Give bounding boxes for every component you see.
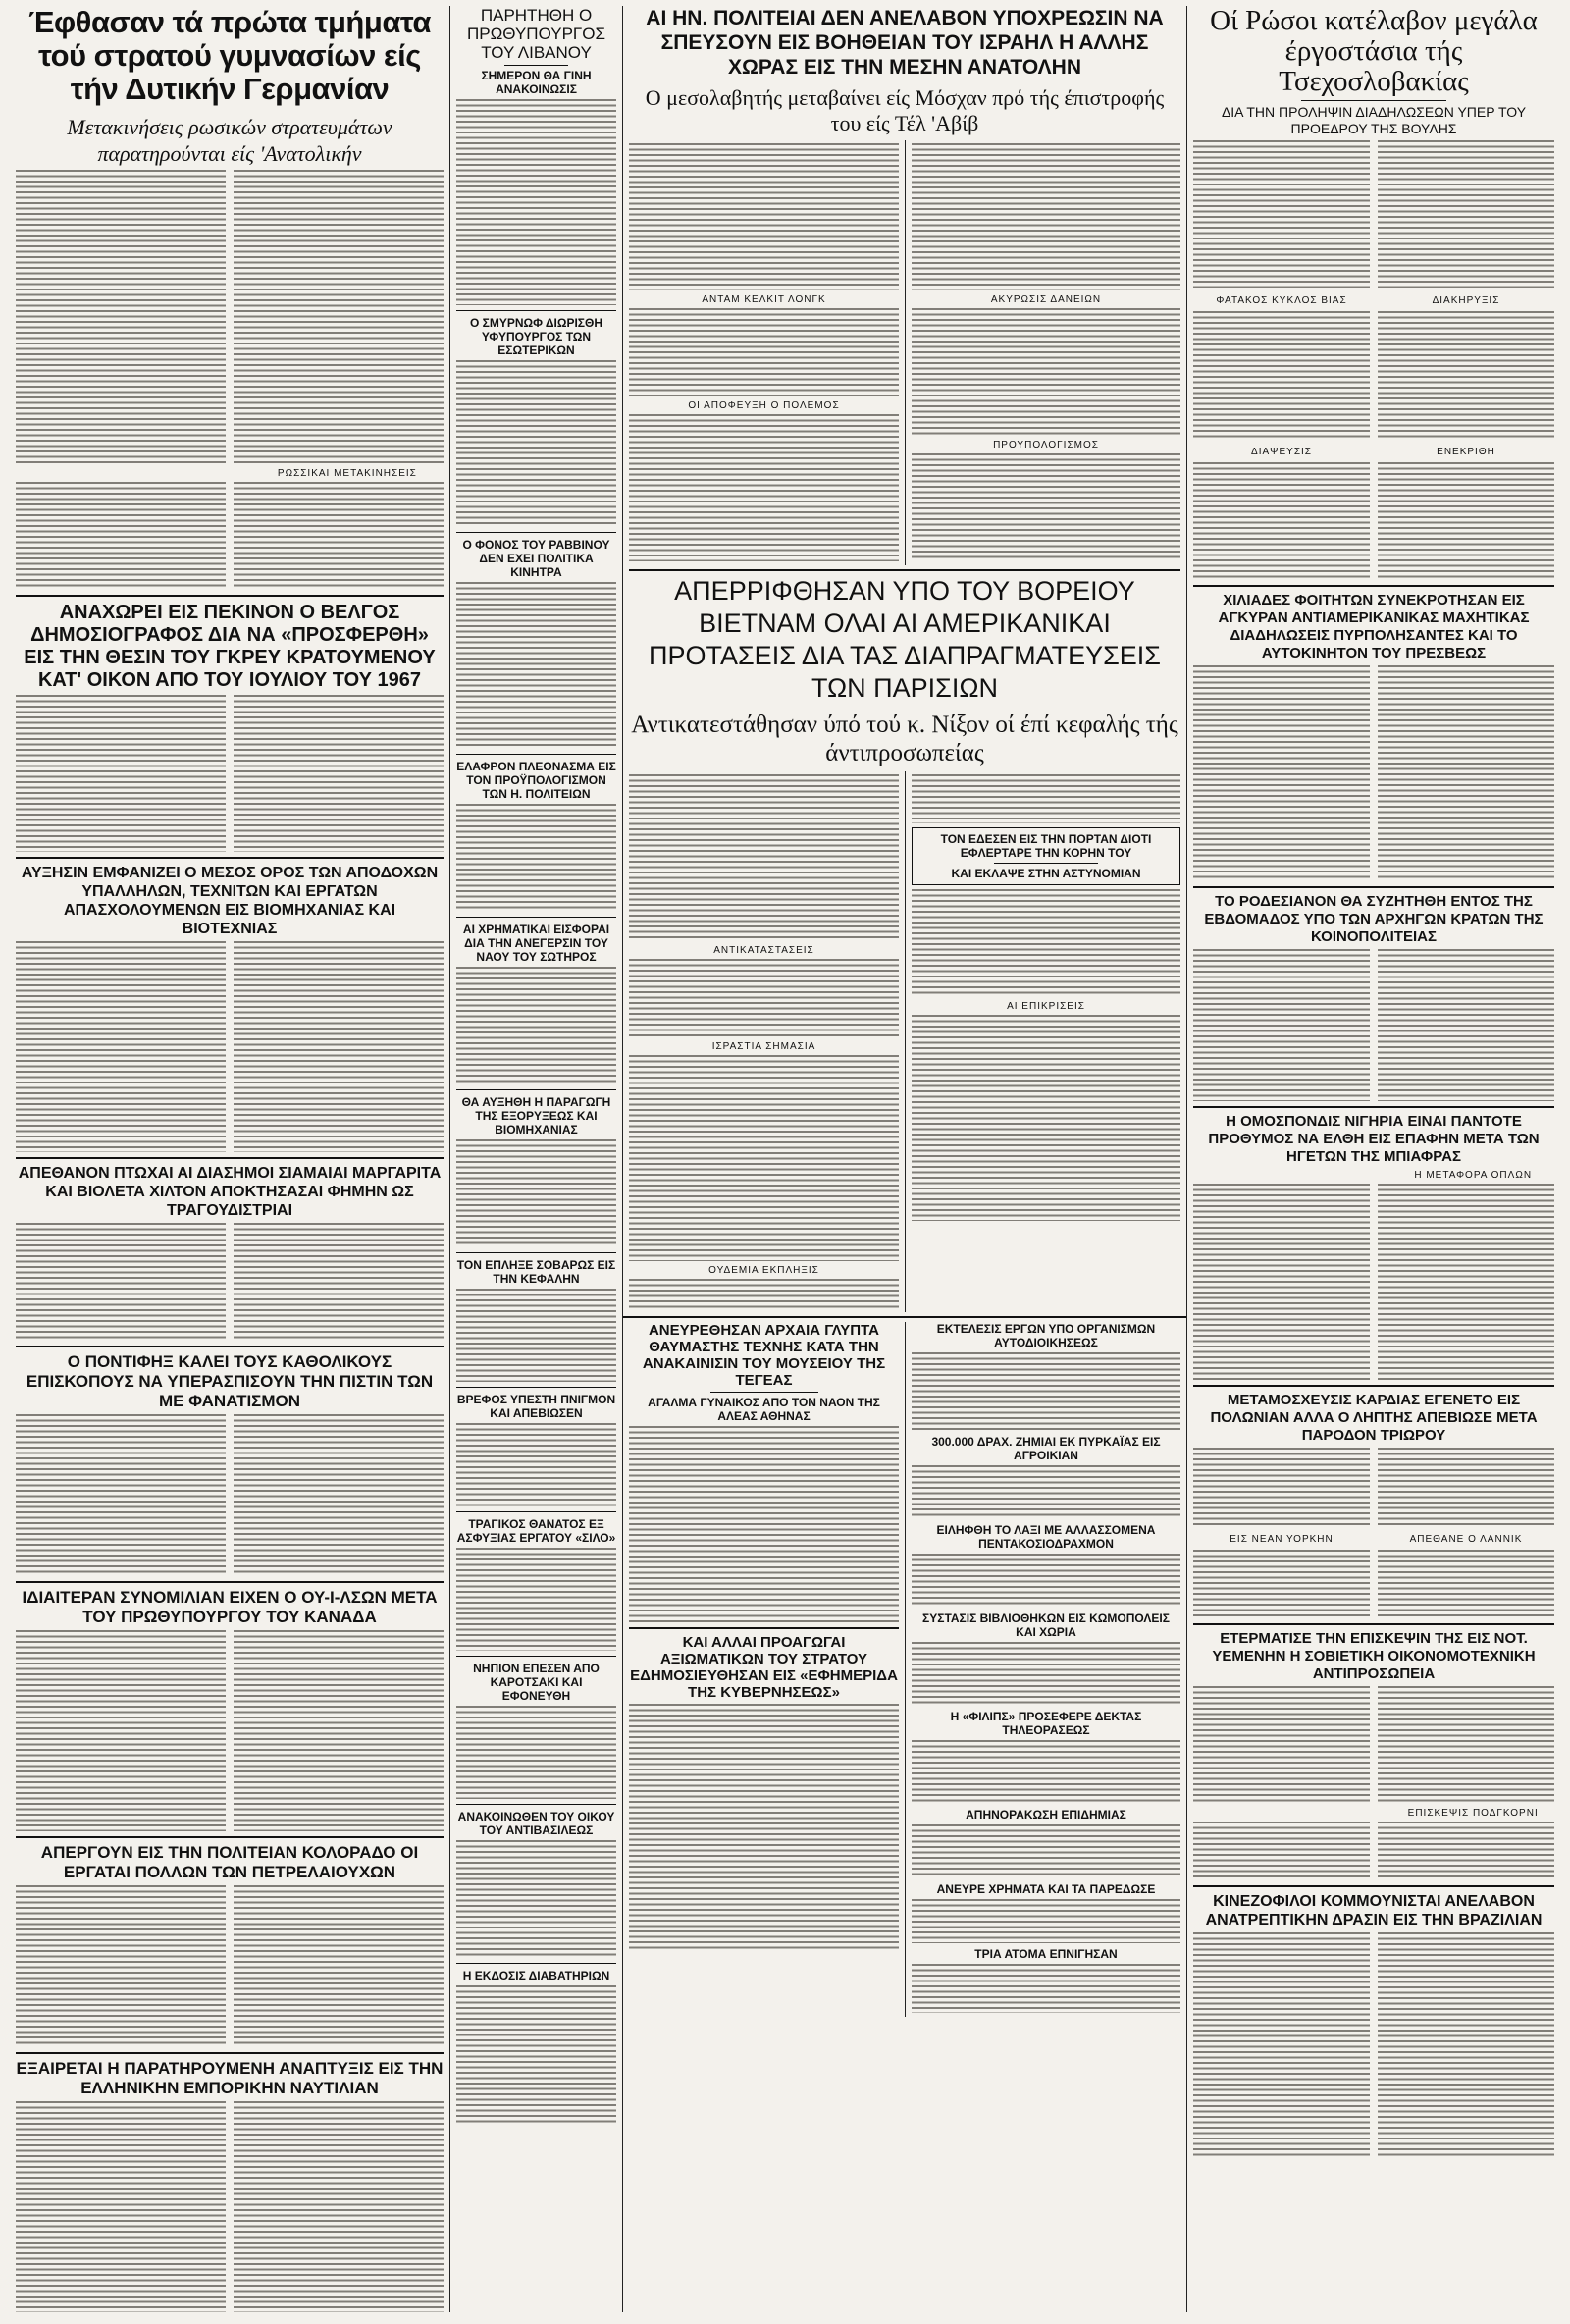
subheadline-mediator: Ο μεσολαβητής μεταβαίνει είς Μόσχαν πρό τής έπιστροφής του είς Τέλ 'Αβίβ <box>645 85 1165 135</box>
headline-pontiff: Ο ΠΟΝΤΙΦΗΞ ΚΑΛΕΙ ΤΟΥΣ ΚΑΘΟΛΙΚΟΥΣ ΕΠΙΣΚΟΠΟΥΣ ΝΑ ΥΠΕΡΑΣΠΙΣΟΥΝ ΤΗΝ ΠΙΣΤΙΝ ΤΩΝ ΜΕ ΦΑΝΑΤΙΣΜΟΝ <box>26 1352 434 1410</box>
headline-mining: ΘΑ ΑΥΞΗΘΗ Η ΠΑΡΑΓΩΓΗ ΤΗΣ ΕΞΟΡΥΞΕΩΣ ΚΑΙ ΒΙΟΜΗΧΑΝΙΑΣ <box>461 1095 611 1136</box>
article-body <box>16 1630 444 1831</box>
article-body <box>1193 1932 1554 2158</box>
headline-silo: ΤΡΑΓΙΚΟΣ ΘΑΝΑΤΟΣ ΕΞ ΑΣΦΥΞΙΑΣ ΕΡΓΑΤΟΥ «ΣΙΛΟ» <box>456 1517 616 1545</box>
headline-ankara: ΧΙΛΙΑΔΕΣ ΦΟΙΤΗΤΩΝ ΣΥΝΕΚΡΟΤΗΣΑΝ ΕΙΣ ΑΓΚΥΡΑΝ ΑΝΤΙΑΜΕΡΙΚΑΝΙΚΑΣ ΜΑΧΗΤΙΚΑΣ ΔΙΑΔΗΛΩΣΕΙΣ ΠΥΡΠΟΛΗΣΑΝΤΕΣ ΚΑΙ ΤΟ ΑΥΤΟΚΙΝΗΤΟΝ ΤΟΥ ΠΡΕΣΒΕΩΣ <box>1218 592 1530 661</box>
article-body <box>629 1055 899 1261</box>
headline-fire: 300.000 ΔΡΑΧ. ΖΗΜΙΑΙ ΕΚ ΠΥΡΚΑΪΑΣ ΕΙΣ ΑΓΡΟΙΚΙΑΝ <box>931 1435 1161 1462</box>
column-2 <box>449 6 622 2312</box>
article-body <box>1193 462 1554 580</box>
article-body <box>456 1840 616 1958</box>
article-body <box>456 99 616 305</box>
section-label: ΑΙ ΕΠΙΚΡΙΣΕΙΣ <box>1007 1001 1085 1012</box>
section-label: ΕΝΕΚΡΙΘΗ <box>1437 447 1495 457</box>
article-body <box>629 414 899 561</box>
article-body <box>456 1985 616 2123</box>
section-label: ΔΙΑΚΗΡΥΞΙΣ <box>1432 295 1500 306</box>
subheadline-boxed: ΚΑΙ ΕΚΛΑΨΕ ΣΤΗΝ ΑΣΤΥΝΟΜΙΑΝ <box>951 867 1141 880</box>
headline-us-budget: ΕΛΑΦΡΟΝ ΠΛΕΟΝΑΣΜΑ ΕΙΣ ΤΟΝ ΠΡΟΫΠΟΛΟΓΙΣΜΟΝ ΤΩΝ Η. ΠΟΛΙΤΕΙΩΝ <box>456 760 616 801</box>
headline-church-funds: ΑΙ ΧΡΗΜΑΤΙΚΑΙ ΕΙΣΦΟΡΑΙ ΔΙΑ ΤΗΝ ΑΝΕΓΕΡΣΙΝ ΤΟΥ ΝΑΟΥ ΤΟΥ ΣΩΤΗΡΟΣ <box>462 923 610 964</box>
headline-russians-factories: Οί Ρώσοι κατέλαβον μεγάλα έργοστάσια τής Τσεχοσλοβακίας <box>1210 6 1538 97</box>
article-body <box>16 2101 444 2312</box>
article-body <box>629 308 899 396</box>
article-body <box>912 1740 1180 1804</box>
headline-colorado-strike: ΑΠΕΡΓΟΥΝ ΕΙΣ ΤΗΝ ΠΟΛΙΤΕΙΑΝ ΚΟΛΟΡΑΔΟ ΟΙ ΕΡΓΑΤΑΙ ΠΟΛΛΩΝ ΤΩΝ ΠΕΤΡΕΛΑΙΟΥΧΩΝ <box>40 1843 419 1881</box>
headline-libraries: ΣΥΣΤΑΣΙΣ ΒΙΒΛΙΟΘΗΚΩΝ ΕΙΣ ΚΩΜΟΠΟΛΕΙΣ ΚΑΙ ΧΩΡΙΑ <box>922 1611 1170 1639</box>
article-body <box>456 1289 616 1382</box>
headline-lottery: ΕΙΛΗΦΘΗ ΤΟ ΛΑΞΙ ΜΕ ΑΛΛΑΣΣΟΜΕΝΑ ΠΕΝΤΑΚΟΣΙΟΔΡΑΧΜΟΝ <box>936 1523 1156 1551</box>
headline-boxed: ΤΟΝ ΕΔΕΣΕΝ ΕΙΣ ΤΗΝ ΠΟΡΤΑΝ ΔΙΟΤΙ ΕΦΛΕΡΤΑΡΕ ΤΗΝ ΚΟΡΗΝ ΤΟΥ <box>940 832 1152 860</box>
article-body <box>456 804 616 912</box>
headline-regent: ΑΝΑΚΟΙΝΩΘΕΝ ΤΟΥ ΟΙΚΟΥ ΤΟΥ ΑΝΤΙΒΑΣΙΛΕΩΣ <box>457 1810 615 1837</box>
subheadline-nixon: Αντικατεστάθησαν ύπό τού κ. Νίξον οί έπί κεφαλής τής άντιπροσωπείας <box>631 712 1178 766</box>
article-body <box>912 453 1180 561</box>
headline-drowned: ΤΡΙΑ ΑΤΟΜΑ ΕΠΝΙΓΗΣΑΝ <box>974 1947 1118 1961</box>
section-label: ΑΝΤΑΜ ΚΕΛΚΙΤ ΛΟΝΓΚ <box>702 294 826 305</box>
headline-sculptures: ΑΝΕΥΡΕΘΗΣΑΝ ΑΡΧΑΙΑ ΓΛΥΠΤΑ ΘΑΥΜΑΣΤΗΣ ΤΕΧΝΗΣ ΚΑΤΑ ΤΗΝ ΑΝΑΚΑΙΝΙΣΙΝ ΤΟΥ ΜΟΥΣΕΙΟΥ ΤΗΣ ΤΕΓΕΑΣ <box>642 1322 886 1389</box>
article-body <box>629 1426 899 1622</box>
article-body <box>629 1279 899 1308</box>
headline-smirnov: Ο ΣΜΥΡΝΩΦ ΔΙΩΡΙΣΘΗ ΥΦΥΠΟΥΡΓΟΣ ΤΩΝ ΕΣΩΤΕΡΙΚΩΝ <box>469 316 603 357</box>
article-body <box>1193 311 1554 439</box>
headline-yemen: ΕΤΕΡΜΑΤΙΣΕ ΤΗΝ ΕΠΙΣΚΕΨΙΝ ΤΗΣ ΕΙΣ ΝΟΤ. ΥΕΜΕΝΗΝ Η ΣΟΒΙΕΤΙΚΗ ΟΙΚΟΝΟΜΟΤΕΧΝΙΚΗ ΑΝΤΙΠΡΟΣΩΠΕΙΑ <box>1212 1630 1536 1682</box>
headline-philips: Η «ΦΙΛΙΠΣ» ΠΡΟΣΕΦΕΡΕ ΔΕΚΤΑΣ ΤΗΛΕΟΡΑΣΕΩΣ <box>950 1710 1142 1737</box>
headline-infant: ΒΡΕΦΟΣ ΥΠΕΣΤΗ ΠΝΙΓΜΟΝ ΚΑΙ ΑΠΕΒΙΩΣΕΝ <box>456 1393 616 1420</box>
headline-lead-left: Έφθασαν τά πρώτα τμήματα τού στρατού γυμνασίων είς τήν Δυτικήν Γερμανίαν <box>28 6 431 106</box>
article-body <box>456 1548 616 1651</box>
headline-lebanon: ΠΑΡΗΤΗΘΗ Ο ΠΡΩΘΥΠΟΥΡΓΟΣ ΤΟΥ ΛΙΒΑΝΟΥ <box>466 6 606 62</box>
article-body <box>456 1423 616 1506</box>
section-label: ΟΙ ΑΠΟΦΕΥΞΗ Ο ΠΟΛΕΜΟΣ <box>688 400 840 411</box>
article-body <box>1193 1448 1554 1526</box>
headline-works: ΕΚΤΕΛΕΣΙΣ ΕΡΓΩΝ ΥΠΟ ΟΡΓΑΝΙΣΜΩΝ ΑΥΤΟΔΙΟΙΚΗΣΕΩΣ <box>936 1322 1156 1349</box>
headline-head-injury: ΤΟΝ ΕΠΛΗΞΕ ΣΟΒΑΡΩΣ ΕΙΣ ΤΗΝ ΚΕΦΑΛΗΝ <box>456 1258 616 1286</box>
article-body <box>912 1964 1180 2013</box>
section-label: ΦΑΤΑΚΟΣ ΚΥΚΛΟΣ ΒΙΑΣ <box>1216 295 1347 306</box>
article-body <box>912 1465 1180 1519</box>
boxed-story <box>912 827 1180 885</box>
headline-passports: Η ΕΚΔΟΣΙΣ ΔΙΑΒΑΤΗΡΙΩΝ <box>462 1969 610 1982</box>
headline-wilson-canada: ΙΔΙΑΙΤΕΡΑΝ ΣΥΝΟΜΙΛΙΑΝ ΕΙΧΕΝ Ο ΟΥ-Ι-ΛΣΩΝ ΜΕΤΑ ΤΟΥ ΠΡΩΘΥΠΟΥΡΓΟΥ ΤΟΥ ΚΑΝΑΔΑ <box>22 1588 438 1626</box>
article-body <box>912 1015 1180 1221</box>
article-body <box>456 1139 616 1247</box>
article-body <box>16 1223 444 1341</box>
headline-shipping: ΕΞΑΙΡΕΤΑΙ Η ΠΑΡΑΤΗΡΟΥΜΕΝΗ ΑΝΑΠΤΥΞΙΣ ΕΙΣ ΤΗΝ ΕΛΛΗΝΙΚΗΝ ΕΜΠΟΡΙΚΗΝ ΝΑΥΤΙΛΙΑΝ <box>16 2059 444 2097</box>
article-body <box>456 582 616 749</box>
article-body <box>912 889 1180 997</box>
article-body <box>1193 665 1554 881</box>
article-body <box>1193 1550 1554 1618</box>
section-label: ΔΙΑΨΕΥΣΙΣ <box>1251 447 1312 457</box>
article-body <box>912 308 1180 436</box>
subheadline-lebanon: ΣΗΜΕΡΟΝ ΘΑ ΓΙΝΗ ΑΝΑΚΟΙΝΩΣΙΣ <box>481 69 592 96</box>
section-label: ΠΡΟΥΠΟΛΟΓΙΣΜΟΣ <box>993 440 1099 450</box>
article-body <box>1193 1184 1554 1380</box>
article-body <box>456 360 616 527</box>
headline-beijing: ΑΝΑΧΩΡΕΙ ΕΙΣ ΠΕΚΙΝΟΝ Ο ΒΕΛΓΟΣ ΔΗΜΟΣΙΟΓΡΑΦΟΣ ΔΙΑ ΝΑ «ΠΡΟΣΦΕΡΘΗ» ΕΙΣ ΤΗΝ ΘΕΣΙΝ ΤΟΥ ΓΚΡΕΥ ΚΡΑΤΟΥΜΕΝΟΥ ΚΑΤ' ΟΙΚΟΝ ΑΠΟ ΤΟΥ ΙΟΥΛΙΟΥ ΤΟΥ 1967 <box>24 602 436 691</box>
article-body <box>629 143 899 290</box>
subheadline-russians: ΔΙΑ ΤΗΝ ΠΡΟΛΗΨΙΝ ΔΙΑΔΗΛΩΣΕΩΝ ΥΠΕΡ ΤΟΥ ΠΡΟΕΔΡΟΥ ΤΗΣ ΒΟΥΛΗΣ <box>1221 104 1527 136</box>
article-body <box>629 959 899 1037</box>
article-body <box>912 143 1180 290</box>
article-body <box>16 1414 444 1576</box>
headline-rhodesia: ΤΟ ΡΟΔΕΣΙΑΝΟΝ ΘΑ ΣΥΖΗΤΗΘΗ ΕΝΤΟΣ ΤΗΣ ΕΒΔΟΜΑΔΟΣ ΥΠΟ ΤΩΝ ΑΡΧΗΓΩΝ ΚΡΑΤΩΝ ΤΗΣ ΚΟΙΝΟΠΟΛΙΤΕΙΑΣ <box>1204 893 1544 945</box>
section-label: ΕΙΣ ΝΕΑΝ ΥΟΡΚΗΝ <box>1230 1534 1334 1545</box>
headline-vietnam: ΑΠΕΡΡΙΦΘΗΣΑΝ ΥΠΟ ΤΟΥ ΒΟΡΕΙΟΥ ΒΙΕΤΝΑΜ ΟΛΑΙ ΑΙ ΑΜΕΡΙΚΑΝΙΚΑΙ ΠΡΟΤΑΣΕΙΣ ΔΙΑ ΤΑΣ ΔΙΑΠΡΑΓΜΑΤΕΥΣΕΙΣ ΤΩΝ ΠΑΡΙΣΙΩΝ <box>648 576 1161 703</box>
headline-money-found: ΑΝΕΥΡΕ ΧΡΗΜΑΤΑ ΚΑΙ ΤΑ ΠΑΡΕΔΩΣΕ <box>936 1882 1156 1896</box>
article-body <box>629 774 899 941</box>
section-label: ΑΠΕΘΑΝΕ Ο ΛΑΝΝΙΚ <box>1409 1534 1523 1545</box>
headline-wages: ΑΥΞΗΣΙΝ ΕΜΦΑΝΙΖΕΙ Ο ΜΕΣΟΣ ΟΡΟΣ ΤΩΝ ΑΠΟΔΟΧΩΝ ΥΠΑΛΛΗΛΩΝ, ΤΕΧΝΙΤΩΝ ΚΑΙ ΕΡΓΑΤΩΝ ΑΠΑΣΧΟΛΟΥΜΕΝΩΝ ΕΙΣ ΒΙΟΜΗΧΑΝΙΑΣ ΚΑΙ ΒΙΟΤΕΧΝΙΑΣ <box>21 865 439 937</box>
column-4 <box>1186 6 1560 2312</box>
article-body <box>456 967 616 1084</box>
headline-stroller: ΝΗΠΙΟΝ ΕΠΕΣΕΝ ΑΠΟ ΚΑΡΟΤΣΑΚΙ ΚΑΙ ΕΦΟΝΕΥΘΗ <box>473 1662 600 1703</box>
article-body <box>16 482 444 590</box>
article-body <box>912 1824 1180 1878</box>
subheadline-lead-left: Μετακινήσεις ρωσικών στρατευμάτων παρατηρούνται είς 'Ανατολικήν <box>67 115 392 166</box>
article-body <box>16 170 444 464</box>
article-body <box>456 1706 616 1799</box>
headline-heart-transplant: ΜΕΤΑΜΟΣΧΕΥΣΙΣ ΚΑΡΔΙΑΣ ΕΓΕΝΕΤΟ ΕΙΣ ΠΟΛΩΝΙΑΝ ΑΛΛΑ Ο ΛΗΠΤΗΣ ΑΠΕΒΙΩΣΕ ΜΕΤΑ ΠΑΡΟΔΟΝ ΤΡΙΩΡΟΥ <box>1210 1392 1538 1444</box>
article-body <box>912 1899 1180 1943</box>
headline-rabbi: Ο ΦΟΝΟΣ ΤΟΥ ΡΑΒΒΙΝΟΥ ΔΕΝ ΕΧΕΙ ΠΟΛΙΤΙΚΑ ΚΙΝΗΤΡΑ <box>462 538 610 579</box>
headline-brazil: ΚΙΝΕΖΟΦΙΛΟΙ ΚΟΜΜΟΥΝΙΣΤΑΙ ΑΝΕΛΑΒΟΝ ΑΝΑΤΡΕΠΤΙΚΗΝ ΔΡΑΣΙΝ ΕΙΣ ΤΗΝ ΒΡΑΖΙΛΙΑΝ <box>1205 1893 1543 1928</box>
article-body <box>912 1554 1180 1608</box>
article-body <box>1193 140 1554 288</box>
section-label: ΟΥΔΕΜΙΑ ΕΚΠΛΗΞΙΣ <box>708 1265 819 1276</box>
article-body <box>16 1885 444 2047</box>
article-body <box>16 695 444 852</box>
article-body <box>1193 1686 1554 1804</box>
article-body <box>912 774 1180 823</box>
section-label: Η ΜΕΤΑΦΟΡΑ ΟΠΛΩΝ <box>1414 1170 1533 1181</box>
section-label: ΙΣΡΑΣΤΙΑ ΣΗΜΑΣΙΑ <box>711 1041 816 1052</box>
column-1 <box>10 6 449 2312</box>
section-label: ΡΩΣΣΙΚΑΙ ΜΕΤΑΚΙΝΗΣΕΙΣ <box>277 468 417 479</box>
article-body <box>912 1642 1180 1706</box>
section-label: ΑΝΤΙΚΑΤΑΣΤΑΣΕΙΣ <box>713 945 814 956</box>
headline-nigeria: Η ΟΜΟΣΠΟΝΔΙΣ ΝΙΓΗΡΙΑ ΕΙΝΑΙ ΠΑΝΤΟΤΕ ΠΡΟΘΥΜΟΣ ΝΑ ΕΛΘΗ ΕΙΣ ΕΠΑΦΗΝ ΜΕΤΑ ΤΩΝ ΗΓΕΤΩΝ ΤΗΣ ΜΠΙΑΦΡΑΣ <box>1208 1113 1540 1165</box>
article-body <box>912 1352 1180 1431</box>
headline-usa-middle-east: ΑΙ ΗΝ. ΠΟΛΙΤΕΙΑΙ ΔΕΝ ΑΝΕΛΑΒΟΝ ΥΠΟΧΡΕΩΣΙΝ ΝΑ ΣΠΕΥΣΟΥΝ ΕΙΣ ΒΟΗΘΕΙΑΝ ΤΟΥ ΙΣΡΑΗΛ Η ΑΛΛΗΣ ΧΩΡΑΣ ΕΙΣ ΤΗΝ ΜΕΣΗΝ ΑΝΑΤΟΛΗΝ <box>646 7 1164 79</box>
subheadline-sculptures: ΑΓΑΛΜΑ ΓΥΝΑΙΚΟΣ ΑΠΟ ΤΟΝ ΝΑΟΝ ΤΗΣ ΑΛΕΑΣ ΑΘΗΝΑΣ <box>648 1396 880 1423</box>
article-body <box>16 941 444 1152</box>
article-body <box>1193 949 1554 1101</box>
section-label: ΑΚΥΡΩΣΙΣ ΔΑΝΕΙΩΝ <box>990 294 1102 305</box>
headline-epidemic: ΑΠΗΝΟΡΑΚΩΣΗ ΕΠΙΔΗΜΙΑΣ <box>966 1808 1126 1822</box>
column-3 <box>622 6 1186 2312</box>
article-body <box>629 1704 899 1949</box>
article-body <box>1193 1822 1554 1880</box>
headline-hilton-twins: ΑΠΕΘΑΝΟΝ ΠΤΩΧΑΙ ΑΙ ΔΙΑΣΗΜΟΙ ΣΙΑΜΑΙΑΙ ΜΑΡΓΑΡΙΤΑ ΚΑΙ ΒΙΟΛΕΤΑ ΧΙΛΤΟΝ ΑΠΟΚΤΗΣΑΣΑΙ ΦΗΜΗΝ ΩΣ ΤΡΑΓΟΥΔΙΣΤΡΙΑΙ <box>18 1165 442 1219</box>
headline-promotions: ΚΑΙ ΑΛΛΑΙ ΠΡΟΑΓΩΓΑΙ ΑΞΙΩΜΑΤΙΚΩΝ ΤΟΥ ΣΤΡΑΤΟΥ ΕΔΗΜΟΣΙΕΥΘΗΣΑΝ ΕΙΣ «ΕΦΗΜΕΡΙΔΑ ΤΗΣ ΚΥΒΕΡΝΗΣΕΩΣ» <box>630 1634 898 1701</box>
section-label: ΕΠΙΣΚΕΨΙΣ ΠΟΔΓΚΟΡΝΙ <box>1407 1808 1539 1819</box>
